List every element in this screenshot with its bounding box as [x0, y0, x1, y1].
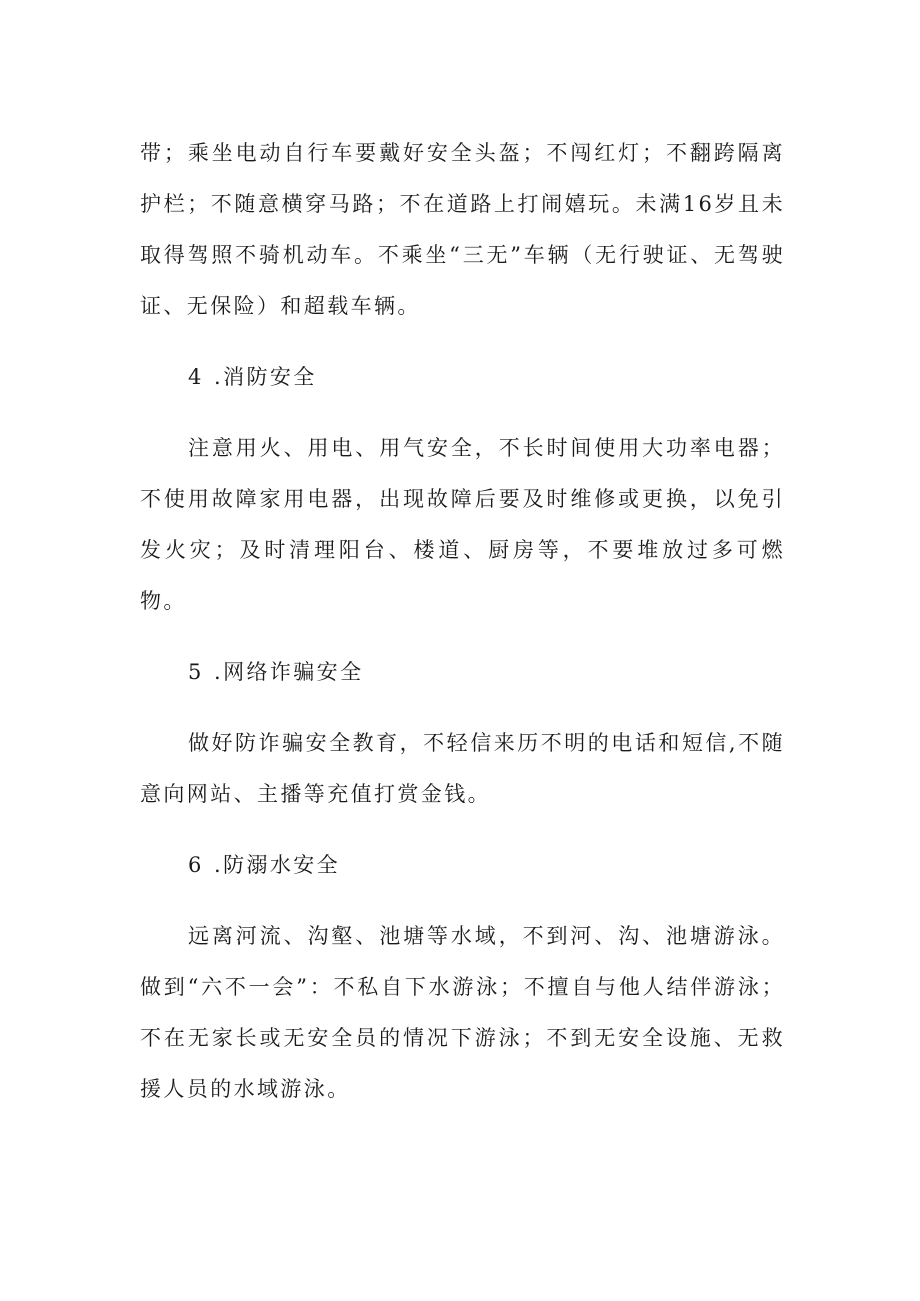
fire-safety-paragraph: 注意用火、用电、用气安全，不长时间使用大功率电器；不使用故障家用电器，出现故障后要及时维修或更换，以免引发火灾；及时清理阳台、楼道、厨房等，不要堆放过多可燃物。: [140, 436, 785, 613]
fraud-safety-paragraph: 做好防诈骗安全教育，不轻信来历不明的电话和短信,不随意向网站、主播等充值打赏金钱。: [140, 731, 785, 806]
drowning-safety-paragraph: 远离河流、沟壑、池塘等水域，不到河、沟、池塘游泳。做到“六不一会”：不私自下水游泳；不擅自与他人结伴游泳；不在无家长或无安全员的情况下游泳；不到无安全设施、无救援人员的水域游泳。: [140, 924, 785, 1101]
traffic-safety-paragraph-continued: 带；乘坐电动自行车要戴好安全头盔；不闯红灯；不翻跨隔离护栏；不随意横穿马路；不在道路上打闹嬉玩。未满16岁且未取得驾照不骑机动车。不乘坐“三无”车辆（无行驶证、无驾驶证、无保险）和超载车辆。: [140, 141, 785, 318]
section-number: 4: [188, 365, 204, 389]
document-body: [140, 128, 785, 1135]
section-title: .防溺水安全: [214, 853, 341, 877]
section-number: 6: [188, 853, 204, 877]
section-number: 5: [188, 660, 204, 684]
section-heading-drowning-safety: [140, 840, 785, 891]
section-heading-fire-safety: [140, 352, 785, 403]
section-heading-fraud-safety: [140, 647, 785, 698]
section-title: .消防安全: [214, 365, 317, 389]
section-title: .网络诈骗安全: [214, 660, 364, 684]
